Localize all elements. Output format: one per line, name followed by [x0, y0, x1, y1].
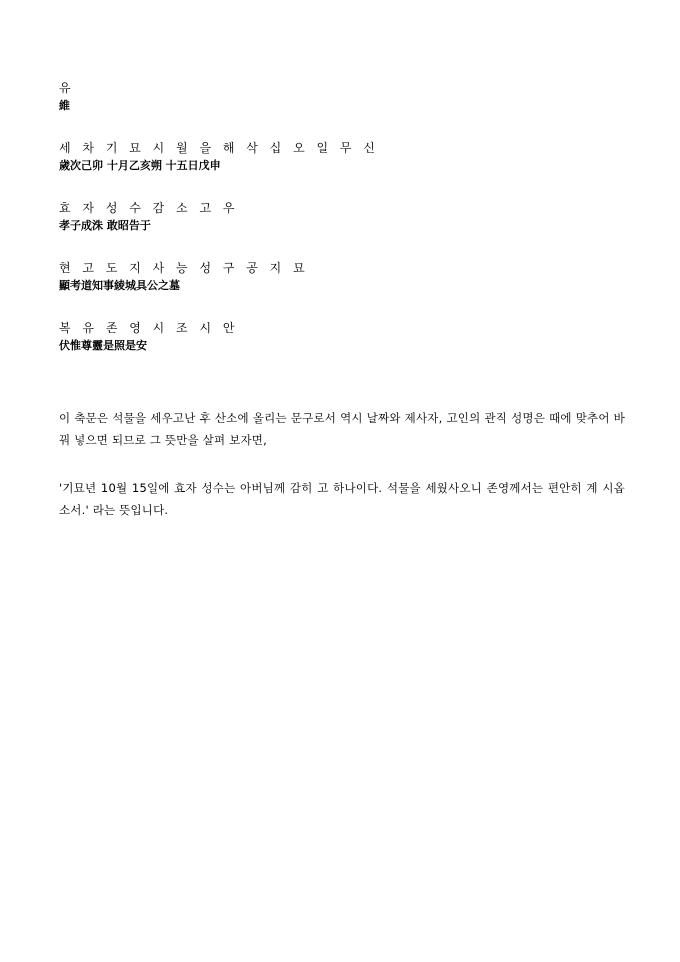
verse-korean: 세 차 기 묘 시 월 을 해 삭 십 오 일 무 신	[59, 141, 379, 155]
verse-korean: 효 자 성 수 감 소 고 우	[59, 201, 239, 215]
verse-hanja: 歲次己卯 十月乙亥朔 十五日戊申	[59, 159, 221, 172]
verse-1	[59, 80, 619, 114]
verse-korean: 유	[59, 81, 75, 95]
verse-hanja: 孝子成洙 敢昭告于	[59, 219, 151, 232]
verse-korean: 현 고 도 지 사 능 성 구 공 지 묘	[59, 261, 309, 275]
verse-hanja: 顯考道知事綾城具公之墓	[59, 279, 180, 292]
verse-korean: 복 유 존 영 시 조 시 안	[59, 321, 239, 335]
verse-4	[59, 260, 619, 294]
verse-3	[59, 200, 619, 234]
verse-hanja: 維	[59, 99, 70, 112]
verse-hanja: 伏惟尊靈是照是安	[59, 339, 147, 352]
verse-5	[59, 320, 619, 354]
explanation-paragraph: 이 축문은 석물을 세우고난 후 산소에 올리는 문구로서 역시 날짜와 제사자, 고인의 관직 성명은 때에 맞추어 바꿔 넣으면 되므로 그 뜻만을 살펴 보자면,	[59, 411, 625, 447]
meaning-paragraph: '기묘년 10월 15일에 효자 성수는 아버님께 감히 고 하나이다. 석물을 세웠사오니 존영께서는 편안히 계 시옵소서.' 라는 뜻입니다.	[59, 481, 625, 517]
verse-2	[59, 140, 619, 174]
